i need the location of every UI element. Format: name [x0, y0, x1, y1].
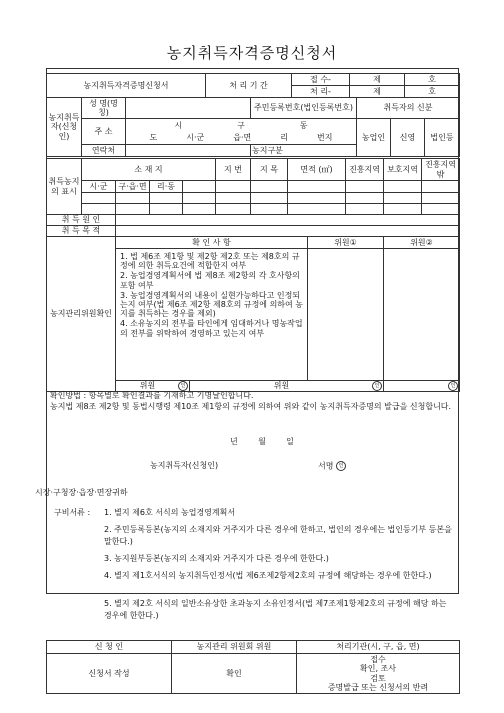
check-item-4: 4. 소유농지의 전부를 타인에게 임대하거나 명농작업의 전부를 위탁하여 경영하고 있는지 여부	[120, 319, 303, 338]
name-field[interactable]	[126, 98, 251, 119]
document-item-4: 4. 별지 제1호서식의 농지취득인정서(법 제6조제2항제2호의 규정에 해당하는 경우에 한한다.)	[104, 571, 432, 580]
lot-no-field[interactable]	[216, 181, 251, 193]
flow-step-3: 검토	[370, 673, 386, 683]
outside-field[interactable]	[422, 181, 460, 193]
contact-field[interactable]	[126, 145, 251, 157]
protection-area-label: 보호지역	[384, 159, 422, 181]
member-signature-2[interactable]: 위원 인	[190, 381, 384, 392]
address-gu: 구	[237, 120, 245, 130]
flow-step-1: 접수	[370, 655, 386, 665]
check-item-2: 2. 농업경영계획서에 법 제8조 제2항의 각 호사항의 포함 여부	[120, 271, 300, 290]
signature-label: 농지취득자(신청인)	[150, 461, 219, 470]
lot-no-label: 지 번	[216, 159, 251, 181]
documents-label: 구비서류 :	[54, 508, 91, 517]
seal-icon: 인	[178, 381, 188, 391]
seal-icon: 인	[336, 461, 346, 471]
flow-committee: 농지관리 위원회 위원	[172, 641, 297, 654]
method-note: 확인방법 : 항목별로 확인결과를 기재하고 기명날인합니다.	[50, 391, 254, 400]
member1-field[interactable]	[308, 249, 384, 381]
promotion-area-label: 진흥지역	[346, 159, 384, 181]
outside-area-label: 진흥지역밖	[422, 159, 460, 181]
sign-area[interactable]: 서명 인	[318, 461, 346, 472]
applicant-label: 농지취득자(신청인)	[47, 98, 82, 157]
corporation-option[interactable]: 법인등	[425, 119, 460, 157]
flow-confirm: 확인	[172, 654, 297, 694]
member-signature-1[interactable]: 위원 인	[116, 381, 190, 392]
flow-table	[46, 640, 460, 694]
area-field[interactable]	[288, 181, 346, 193]
check-item-1: 1. 법 제6조 제1항 및 제2항 제2호 또는 제8호의 규정에 의한 취득요건에 적합한지 여부	[120, 252, 300, 271]
application-date[interactable]: 년 월 일	[230, 437, 294, 446]
form-name: 농지취득자격증명신청서	[47, 74, 206, 98]
receipt-ho: 호	[405, 74, 460, 86]
purpose-table	[46, 214, 460, 237]
document-item-3: 3. 농지원부등본(농지의 소재지와 거주지가 다른 경우에 한한다.)	[104, 554, 329, 563]
seal-icon: 인	[372, 381, 382, 391]
committee-label: 농지관리위원확인	[47, 237, 116, 392]
objective-label: 취 득 목 적	[47, 226, 116, 237]
address-dong: 동	[299, 120, 308, 130]
location-ridong: 리·동	[150, 181, 183, 193]
processing-no: 제	[350, 86, 405, 98]
header-table	[46, 73, 460, 98]
recipient: 시장·구청장·읍장·면장귀하	[35, 488, 128, 497]
member1-label: 위원①	[308, 237, 384, 249]
area-label: 면적 (㎡)	[288, 159, 346, 181]
category-label: 지 목	[251, 159, 288, 181]
reason-label: 취 득 원 인	[47, 215, 116, 226]
check-item-3: 3. 농업경영계획서의 내용이 실현가능하다고 인정되는지 여부(법 제6조 제2항 제8호의 규정에 의하여 농지를 취득하는 경우를 제외)	[120, 290, 304, 319]
document-item-5: 5. 별지 제2호 서식의 일반소유상한 초과농지 소유인정서(법 제7조제1항제2호의 규정에 해당 하는 경우에 한한다.)	[104, 599, 447, 620]
land-table	[46, 158, 460, 215]
committee-table	[46, 236, 460, 392]
receipt-label: 접 수-	[292, 74, 350, 86]
land-type-label: 농지구분	[251, 145, 357, 157]
flow-steps	[297, 654, 460, 694]
reg-no-label: 주민등록번호(법인등록번호)	[251, 98, 357, 119]
location-gueupmyeon: 구·읍·면	[116, 181, 150, 193]
location-label: 소 재 지	[82, 159, 216, 181]
farmer-option[interactable]: 농업인	[357, 119, 391, 157]
seal-icon: 인	[448, 381, 458, 391]
contact-label: 연락처	[82, 145, 126, 157]
objective-field[interactable]	[116, 226, 460, 237]
flow-step-2: 확인, 조사	[360, 664, 396, 674]
address-sigun: 시·군	[186, 133, 205, 142]
new-farmer-option[interactable]: 신영	[391, 119, 425, 157]
flow-applicant: 신 청 인	[47, 641, 172, 654]
applicant-table	[46, 97, 460, 157]
address-ri: 리	[280, 133, 288, 142]
member-signature-3[interactable]	[384, 381, 460, 392]
member2-label: 위원②	[384, 237, 460, 249]
check-items-list	[116, 249, 308, 381]
processing-period: 처 리 기 간	[206, 74, 292, 98]
address-field[interactable]	[126, 119, 357, 145]
flow-agency: 처리기관(시, 구, 읍, 면)	[297, 641, 460, 654]
reason-field[interactable]	[116, 215, 460, 226]
receipt-no: 제	[350, 74, 405, 86]
flow-write: 신청서 작성	[47, 654, 172, 694]
land-row-2[interactable]	[82, 193, 116, 204]
document-item-1: 1. 별지 제6호 서식의 농업경영계획서	[104, 508, 236, 517]
member2-field[interactable]	[384, 249, 460, 381]
status-title: 취득자의 신분	[357, 98, 460, 119]
address-si: 시	[174, 120, 183, 130]
promotion-field[interactable]	[346, 181, 384, 193]
document-item-2: 2. 주민등록등본(농지의 소재지와 거주지가 다른 경우에 한하고, 법인의 경우에는 법인등기부 등본을 말한다.)	[104, 525, 452, 546]
address-label: 주 소	[82, 119, 126, 145]
land-label: 취득농지의 표시	[47, 159, 82, 215]
processing-label: 처 리-	[292, 86, 350, 98]
address-do: 도	[149, 133, 158, 142]
category-field[interactable]	[251, 181, 288, 193]
processing-ho: 호	[405, 86, 460, 98]
address-beonji: 번지	[316, 133, 333, 142]
declaration-text: 농지법 제8조 제2항 및 동법시행령 제10조 제1항의 규정에 의하여 위와 같이 농지취득자증명의 발급을 신청합니다.	[50, 402, 452, 411]
form-title: 농지취득자격증명신청서	[166, 44, 338, 62]
address-eupmyeon: 읍·면	[233, 133, 252, 142]
location-sigun: 시·군	[82, 181, 116, 193]
land-row-3[interactable]	[82, 204, 116, 215]
check-items-label: 확 인 사 항	[116, 237, 308, 249]
flow-step-4: 증명발급 또는 신청서의 반려	[327, 682, 429, 692]
name-label: 성 명(명 칭)	[82, 98, 126, 119]
protection-field[interactable]	[384, 181, 422, 193]
location-field[interactable]	[183, 181, 216, 193]
